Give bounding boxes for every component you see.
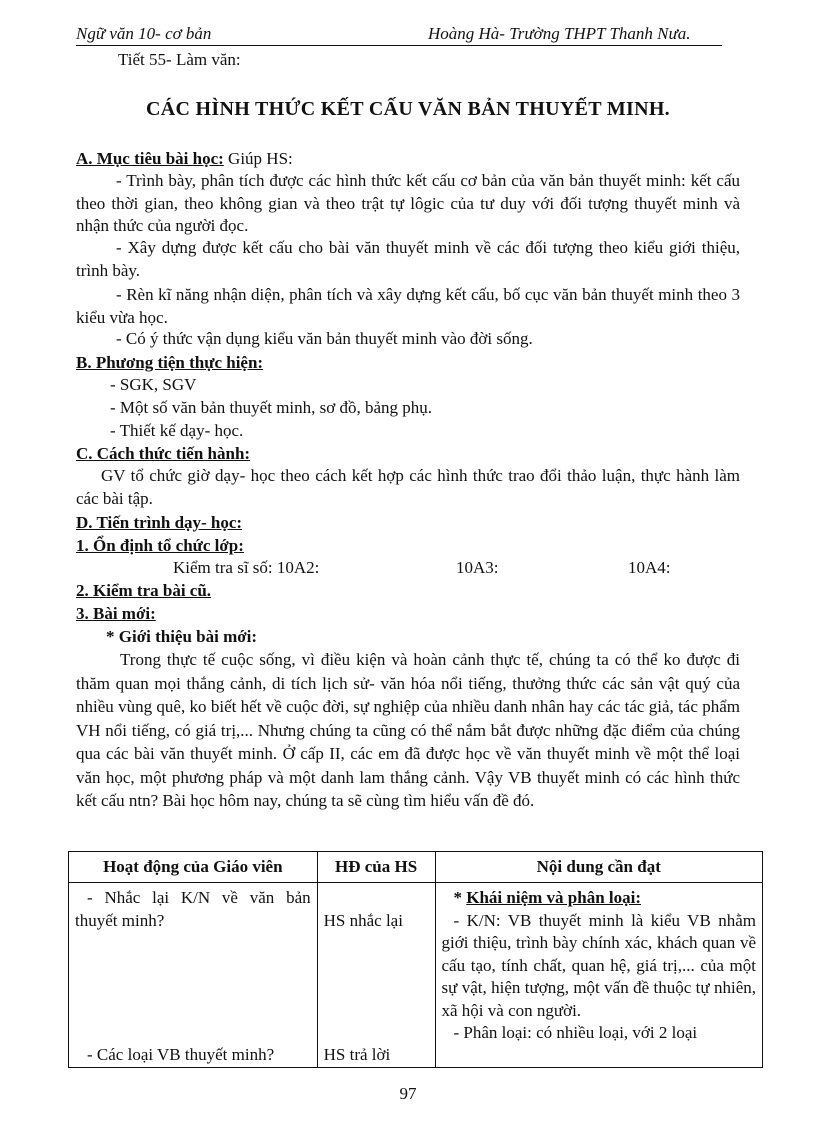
content-heading-text: Khái niệm và phân loại: xyxy=(466,888,642,907)
page-number: 97 xyxy=(399,1084,417,1103)
section-b-item-2: - Một số văn bản thuyết minh, sơ đồ, bảng phụ. xyxy=(110,398,433,417)
page-title: CÁC HÌNH THỨC KẾT CẤU VĂN BẢN THUYẾT MINH. xyxy=(146,98,670,120)
step-2-heading: 2. Kiểm tra bài cũ. xyxy=(76,581,212,600)
section-c-heading: C. Cách thức tiến hành: xyxy=(76,444,251,463)
step-1-heading: 1. Ổn định tổ chức lớp: xyxy=(76,536,244,555)
lesson-label: Tiết 55- Làm văn: xyxy=(118,50,241,69)
attendance-10a4: 10A4: xyxy=(628,558,671,577)
attendance-label: Kiểm tra sĩ số: 10A2: xyxy=(173,558,320,577)
section-a-heading xyxy=(76,148,740,171)
intro-heading: * Giới thiệu bài mới: xyxy=(106,627,258,646)
header-rule xyxy=(76,45,722,46)
step-3-heading: 3. Bài mới: xyxy=(76,604,156,623)
col-student-header: HĐ của HS xyxy=(317,852,435,883)
section-a-item-3: - Rèn kĩ năng nhận diện, phân tích và xây dựng kết cấu, bố cục văn bản thuyết minh theo 3 kiểu vừa học. xyxy=(76,285,740,327)
table-row xyxy=(69,883,763,1068)
content-definition: - K/N: VB thuyết minh là kiểu VB nhằm giới thiệu, trình bày chính xác, khách quan về cấu tạo, tính chất, quan hệ, giá trị,... của một sự vật, hiện tượng, một vấn đề thuộc tự nhiên, xã hội và con người. xyxy=(441,910,756,1020)
section-c-text: GV tổ chức giờ dạy- học theo cách kết hợp các hình thức trao đổi thảo luận, thực hành làm các bài tập. xyxy=(76,466,740,508)
lesson-plan-table xyxy=(68,851,763,1068)
intro-paragraph: Trong thực tế cuộc sống, vì điều kiện và hoàn cảnh thực tế, chúng ta có thể ko được đi thăm quan mọi thắng cảnh, di tích lịch sử- văn hóa nổi tiếng, thưởng thức các sản vật quý của nhiều vùng quê, ko biết hết về cuộc đời, sự nghiệp của nhiều danh nhân hay các tác giả, tác phẩm VH nổi tiếng, có giá trị,... Nhưng chúng ta cũng có thể nắm bắt được những đặc điểm của chúng qua các bài văn thuyết minh. Ở cấp II, các em đã được học về văn thuyết minh về một thể loại văn học, một phương pháp và một danh lam thắng cảnh. Vậy VB thuyết minh có các hình thức kết cấu ntn? Bài học hôm nay, chúng ta sẽ cùng tìm hiểu vấn đề đó. xyxy=(76,650,740,810)
section-a-item-1: - Trình bày, phân tích được các hình thức kết cấu cơ bản của văn bản thuyết minh: kết cấu theo thời gian, theo không gian và theo trật tự lôgic của tư duy với đối tượng thuyết minh và nhận thức của người đọc. xyxy=(76,171,740,235)
content-heading: * Khái niệm và phân loại: xyxy=(453,888,642,907)
section-b-heading: B. Phương tiện thực hiện: xyxy=(76,353,264,372)
attendance-10a3: 10A3: xyxy=(456,558,499,577)
col-content-header: Nội dung cần đạt xyxy=(435,852,763,883)
col-teacher-header: Hoạt động của Giáo viên xyxy=(69,852,318,883)
student-activity-2: HS trả lời xyxy=(323,1045,391,1064)
teacher-activity-2: - Các loại VB thuyết minh? xyxy=(87,1045,275,1064)
header-author: Hoàng Hà- Trường THPT Thanh Nưa. xyxy=(428,24,691,43)
section-a-item-2: - Xây dựng được kết cấu cho bài văn thuyết minh về các đối tượng theo kiểu giới thiệu, trình bày. xyxy=(76,238,740,280)
content-classification: - Phân loại: có nhiều loại, với 2 loại xyxy=(453,1023,698,1042)
section-a-title: A. Mục tiêu bài học: xyxy=(76,149,224,168)
section-a-intro: Giúp HS: xyxy=(223,149,293,168)
teacher-activity-1: - Nhắc lại K/N về văn bản thuyết minh? xyxy=(75,888,311,930)
section-b-item-1: - SGK, SGV xyxy=(110,375,197,394)
section-b-item-3: - Thiết kế dạy- học. xyxy=(110,421,244,440)
student-activity-1: HS nhắc lại xyxy=(323,910,403,930)
table-header-row xyxy=(69,852,763,883)
section-a-item-4: - Có ý thức vận dụng kiểu văn bản thuyết minh vào đời sống. xyxy=(116,329,533,348)
section-d-heading: D. Tiến trình dạy- học: xyxy=(76,513,243,532)
header-subject: Ngữ văn 10- cơ bản xyxy=(76,24,212,43)
